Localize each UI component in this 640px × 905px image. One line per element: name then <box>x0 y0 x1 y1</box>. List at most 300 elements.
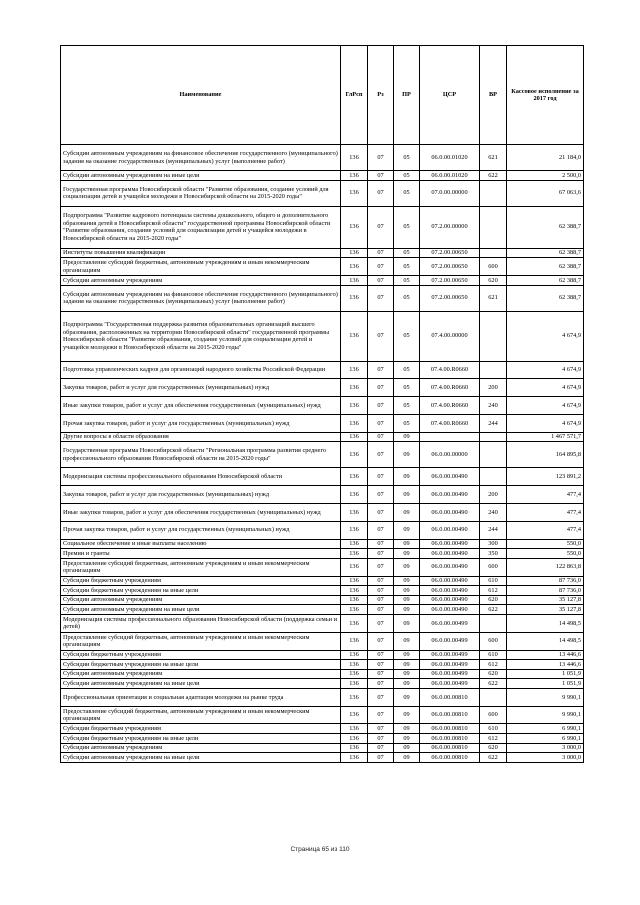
cell-rz: 07 <box>368 285 394 311</box>
cell-rz: 07 <box>368 734 394 744</box>
cell-name: Иные закупки товаров, работ и услуг для обеспечения государственных (муниципальных) нужд <box>61 503 341 521</box>
cell-grbs: 136 <box>341 379 368 397</box>
cell-vr: 244 <box>480 521 507 539</box>
cell-vr: 244 <box>480 414 507 432</box>
table-row <box>61 660 584 670</box>
cell-amount: 1 051,9 <box>507 679 584 689</box>
cell-vr: 350 <box>480 549 507 559</box>
cell-pr: 09 <box>394 576 420 586</box>
cell-grbs: 136 <box>341 486 368 504</box>
table-row <box>61 258 584 276</box>
cell-name: Предоставление субсидий бюджетным, автономным учреждениям и иным некоммерческим организациям <box>61 632 341 650</box>
cell-name: Субсидии автономным учреждениям <box>61 669 341 679</box>
cell-pr: 05 <box>394 414 420 432</box>
cell-csr: 07.2.00.00000 <box>420 206 480 248</box>
table-row <box>61 275 584 285</box>
table-row <box>61 145 584 171</box>
cell-name: Субсидии автономным учреждениям <box>61 595 341 605</box>
cell-name: Закупка товаров, работ и услуг для государственных (муниципальных) нужд <box>61 379 341 397</box>
cell-vr <box>480 361 507 379</box>
cell-vr <box>480 311 507 361</box>
cell-grbs: 136 <box>341 180 368 206</box>
cell-csr: 07.2.00.00650 <box>420 248 480 258</box>
header-csr: ЦСР <box>420 46 480 145</box>
cell-csr <box>420 432 480 442</box>
cell-name: Подготовка управленческих кадров для организаций народного хозяйства Российской Федерации <box>61 361 341 379</box>
cell-name: Субсидии бюджетным учреждениям на иные цели <box>61 734 341 744</box>
cell-name: Субсидии бюджетным учреждениям на иные цели <box>61 660 341 670</box>
cell-grbs: 136 <box>341 660 368 670</box>
cell-amount: 87 736,0 <box>507 576 584 586</box>
cell-pr: 09 <box>394 605 420 615</box>
cell-csr: 06.0.00.01020 <box>420 145 480 171</box>
cell-pr: 09 <box>394 706 420 724</box>
table-row <box>61 734 584 744</box>
cell-rz: 07 <box>368 614 394 632</box>
cell-vr: 610 <box>480 724 507 734</box>
cell-vr: 620 <box>480 595 507 605</box>
cell-grbs: 136 <box>341 171 368 181</box>
cell-grbs: 136 <box>341 397 368 415</box>
cell-name: Субсидии автономным учреждениям на иные цели <box>61 605 341 615</box>
cell-grbs: 136 <box>341 734 368 744</box>
cell-rz: 07 <box>368 605 394 615</box>
cell-pr: 05 <box>394 379 420 397</box>
cell-csr: 07.2.00.00650 <box>420 258 480 276</box>
cell-grbs: 136 <box>341 432 368 442</box>
cell-rz: 07 <box>368 361 394 379</box>
cell-vr: 200 <box>480 486 507 504</box>
cell-rz: 07 <box>368 432 394 442</box>
cell-csr: 06.0.00.00499 <box>420 614 480 632</box>
cell-csr: 06.0.00.00810 <box>420 734 480 744</box>
cell-csr: 07.2.00.00650 <box>420 275 480 285</box>
cell-rz: 07 <box>368 258 394 276</box>
cell-pr: 09 <box>394 468 420 486</box>
table-body <box>61 145 584 763</box>
cell-vr: 600 <box>480 632 507 650</box>
cell-rz: 07 <box>368 275 394 285</box>
cell-vr: 600 <box>480 706 507 724</box>
table-row <box>61 605 584 615</box>
cell-rz: 07 <box>368 576 394 586</box>
cell-pr: 09 <box>394 724 420 734</box>
cell-grbs: 136 <box>341 248 368 258</box>
cell-vr: 612 <box>480 660 507 670</box>
cell-grbs: 136 <box>341 614 368 632</box>
cell-vr <box>480 614 507 632</box>
table-row <box>61 614 584 632</box>
cell-pr: 09 <box>394 442 420 468</box>
cell-grbs: 136 <box>341 650 368 660</box>
cell-grbs: 136 <box>341 558 368 576</box>
table-row <box>61 539 584 549</box>
cell-name: Прочая закупка товаров, работ и услуг для государственных (муниципальных) нужд <box>61 414 341 432</box>
cell-vr: 612 <box>480 586 507 596</box>
table-row <box>61 486 584 504</box>
cell-vr: 620 <box>480 669 507 679</box>
cell-pr: 09 <box>394 688 420 706</box>
cell-vr: 620 <box>480 743 507 753</box>
table-row <box>61 688 584 706</box>
cell-rz: 07 <box>368 595 394 605</box>
cell-csr: 06.0.00.00490 <box>420 595 480 605</box>
cell-amount: 122 863,8 <box>507 558 584 576</box>
cell-rz: 07 <box>368 724 394 734</box>
header-name: Наименование <box>61 46 341 145</box>
cell-csr: 06.0.00.00000 <box>420 442 480 468</box>
cell-vr: 622 <box>480 605 507 615</box>
cell-pr: 09 <box>394 521 420 539</box>
cell-grbs: 136 <box>341 724 368 734</box>
cell-name: Субсидии бюджетным учреждениям на иные цели <box>61 586 341 596</box>
page-number: Страница 65 из 110 <box>290 846 350 853</box>
cell-csr: 06.0.00.00810 <box>420 743 480 753</box>
cell-amount: 87 736,0 <box>507 586 584 596</box>
table-row <box>61 743 584 753</box>
table-row <box>61 669 584 679</box>
cell-amount: 123 891,2 <box>507 468 584 486</box>
cell-name: Субсидии бюджетным учреждениям <box>61 650 341 660</box>
cell-name: Закупка товаров, работ и услуг для государственных (муниципальных) нужд <box>61 486 341 504</box>
cell-rz: 07 <box>368 688 394 706</box>
cell-name: Социальное обеспечение и иные выплаты населению <box>61 539 341 549</box>
cell-name: Субсидии автономным учреждениям <box>61 275 341 285</box>
header-pr: ПР <box>394 46 420 145</box>
cell-pr: 05 <box>394 180 420 206</box>
cell-pr: 05 <box>394 285 420 311</box>
cell-csr: 06.0.00.00810 <box>420 724 480 734</box>
cell-pr: 05 <box>394 248 420 258</box>
cell-amount: 1 051,9 <box>507 669 584 679</box>
table-row <box>61 171 584 181</box>
cell-vr: 610 <box>480 650 507 660</box>
cell-csr: 07.4.00.R0660 <box>420 414 480 432</box>
cell-name: Предоставление субсидий бюджетным, автономным учреждениям и иным некоммерческим организациям <box>61 706 341 724</box>
cell-rz: 07 <box>368 145 394 171</box>
cell-rz: 07 <box>368 679 394 689</box>
cell-grbs: 136 <box>341 361 368 379</box>
cell-rz: 07 <box>368 503 394 521</box>
cell-grbs: 136 <box>341 679 368 689</box>
cell-pr: 09 <box>394 669 420 679</box>
table-row <box>61 442 584 468</box>
cell-grbs: 136 <box>341 442 368 468</box>
cell-amount: 4 674,9 <box>507 361 584 379</box>
cell-vr: 621 <box>480 145 507 171</box>
cell-csr: 06.0.00.00490 <box>420 586 480 596</box>
cell-amount: 4 674,9 <box>507 397 584 415</box>
cell-pr: 09 <box>394 632 420 650</box>
cell-pr: 09 <box>394 743 420 753</box>
cell-amount: 4 674,9 <box>507 311 584 361</box>
table-row <box>61 206 584 248</box>
cell-name: Предоставление субсидий бюджетным, автономным учреждениям и иным некоммерческим организациям <box>61 258 341 276</box>
header-amount: Кассовое исполнение за 2017 год <box>507 46 584 145</box>
table-row <box>61 549 584 559</box>
cell-amount: 62 388,7 <box>507 285 584 311</box>
cell-csr: 06.0.00.00499 <box>420 669 480 679</box>
cell-grbs: 136 <box>341 669 368 679</box>
cell-name: Субсидии автономным учреждениям <box>61 743 341 753</box>
table-row <box>61 414 584 432</box>
cell-amount: 477,4 <box>507 486 584 504</box>
header-grbs: ГлРсп <box>341 46 368 145</box>
cell-csr: 07.4.00.00000 <box>420 311 480 361</box>
cell-amount: 6 990,1 <box>507 734 584 744</box>
cell-name: Профессиональная ориентация и социальная адаптация молодежи на рынке труда <box>61 688 341 706</box>
cell-vr <box>480 468 507 486</box>
cell-grbs: 136 <box>341 285 368 311</box>
cell-rz: 07 <box>368 558 394 576</box>
cell-amount: 164 895,8 <box>507 442 584 468</box>
table-row <box>61 311 584 361</box>
cell-rz: 07 <box>368 632 394 650</box>
cell-name: Предоставление субсидий бюджетным, автономным учреждениям и иным некоммерческим организациям <box>61 558 341 576</box>
cell-name: Иные закупки товаров, работ и услуг для обеспечения государственных (муниципальных) нужд <box>61 397 341 415</box>
cell-grbs: 136 <box>341 258 368 276</box>
cell-vr: 612 <box>480 734 507 744</box>
cell-rz: 07 <box>368 379 394 397</box>
cell-rz: 07 <box>368 171 394 181</box>
cell-vr <box>480 248 507 258</box>
cell-csr: 06.0.00.00810 <box>420 706 480 724</box>
cell-csr: 06.0.00.00810 <box>420 753 480 763</box>
cell-grbs: 136 <box>341 632 368 650</box>
cell-pr: 09 <box>394 432 420 442</box>
cell-vr <box>480 206 507 248</box>
cell-csr: 07.4.00.R0660 <box>420 361 480 379</box>
table-row <box>61 180 584 206</box>
header-row <box>61 46 584 145</box>
table-row <box>61 361 584 379</box>
cell-name: Субсидии автономным учреждениям на финансовое обеспечение государственного (муниципального) задания на оказание государственных (муниципальных) услуг (выполнение работ) <box>61 285 341 311</box>
cell-csr: 06.0.00.00810 <box>420 688 480 706</box>
cell-csr: 06.0.00.00490 <box>420 468 480 486</box>
cell-rz: 07 <box>368 706 394 724</box>
cell-vr: 600 <box>480 558 507 576</box>
cell-rz: 07 <box>368 539 394 549</box>
cell-vr <box>480 442 507 468</box>
cell-csr: 06.0.00.00490 <box>420 576 480 586</box>
cell-rz: 07 <box>368 521 394 539</box>
cell-pr: 09 <box>394 734 420 744</box>
cell-vr: 200 <box>480 379 507 397</box>
cell-pr: 05 <box>394 145 420 171</box>
cell-name: Модернизация системы профессионального образования Новосибирской области <box>61 468 341 486</box>
cell-amount: 477,4 <box>507 503 584 521</box>
cell-grbs: 136 <box>341 753 368 763</box>
cell-pr: 09 <box>394 650 420 660</box>
cell-vr: 621 <box>480 285 507 311</box>
cell-pr: 09 <box>394 595 420 605</box>
cell-amount: 9 990,1 <box>507 688 584 706</box>
cell-pr: 09 <box>394 679 420 689</box>
cell-amount: 3 000,0 <box>507 753 584 763</box>
cell-rz: 07 <box>368 650 394 660</box>
cell-rz: 07 <box>368 743 394 753</box>
cell-csr: 07.4.00.R0660 <box>420 379 480 397</box>
cell-csr: 06.0.00.00490 <box>420 503 480 521</box>
cell-grbs: 136 <box>341 275 368 285</box>
table-row <box>61 586 584 596</box>
cell-rz: 07 <box>368 248 394 258</box>
cell-csr: 06.0.00.01020 <box>420 171 480 181</box>
cell-grbs: 136 <box>341 206 368 248</box>
cell-amount: 62 388,7 <box>507 275 584 285</box>
table-row <box>61 650 584 660</box>
cell-amount: 3 000,0 <box>507 743 584 753</box>
cell-grbs: 136 <box>341 521 368 539</box>
table-row <box>61 285 584 311</box>
cell-rz: 07 <box>368 753 394 763</box>
cell-name: Государственная программа Новосибирской области "Развитие образования, создание условий для социализации детей и учащейся молодежи в Новосибирской области на 2015-2020 годы" <box>61 180 341 206</box>
cell-rz: 07 <box>368 486 394 504</box>
cell-amount: 62 388,7 <box>507 206 584 248</box>
cell-grbs: 136 <box>341 595 368 605</box>
cell-rz: 07 <box>368 180 394 206</box>
cell-csr: 06.0.00.00499 <box>420 660 480 670</box>
cell-name: Субсидии автономным учреждениям на иные цели <box>61 753 341 763</box>
cell-name: Модернизация системы профессионального образования Новосибирской области (поддержка семьи и детей) <box>61 614 341 632</box>
table-row <box>61 503 584 521</box>
cell-rz: 07 <box>368 206 394 248</box>
table-row <box>61 379 584 397</box>
cell-amount: 14 498,5 <box>507 632 584 650</box>
table-row <box>61 679 584 689</box>
cell-csr: 06.0.00.00490 <box>420 539 480 549</box>
cell-rz: 07 <box>368 669 394 679</box>
table-row <box>61 248 584 258</box>
cell-name: Другие вопросы в области образования <box>61 432 341 442</box>
cell-vr: 600 <box>480 258 507 276</box>
cell-name: Государственная программа Новосибирской области "Региональная программа развития среднего профессионального образования Новосибирской области на 2015-2020 годы" <box>61 442 341 468</box>
cell-grbs: 136 <box>341 414 368 432</box>
cell-grbs: 136 <box>341 576 368 586</box>
cell-grbs: 136 <box>341 145 368 171</box>
cell-amount: 14 498,5 <box>507 614 584 632</box>
cell-amount: 62 388,7 <box>507 258 584 276</box>
cell-name: Прочая закупка товаров, работ и услуг для государственных (муниципальных) нужд <box>61 521 341 539</box>
cell-amount: 13 446,6 <box>507 650 584 660</box>
table-row <box>61 706 584 724</box>
cell-name: Субсидии бюджетным учреждениям <box>61 724 341 734</box>
cell-vr: 622 <box>480 171 507 181</box>
cell-amount: 6 990,1 <box>507 724 584 734</box>
cell-name: Подпрограмма "Государственная поддержка развития образовательных организаций высшего образования, расположенных на территории Новосибирской области" государственной программы Новосибирской области "Развитие образования, создание условий для социализации детей и учащейся молодежи в Новосибирской области на 2015-2020 годы" <box>61 311 341 361</box>
cell-amount: 62 388,7 <box>507 248 584 258</box>
cell-csr: 06.0.00.00490 <box>420 521 480 539</box>
cell-name: Институты повышения квалификации <box>61 248 341 258</box>
cell-amount: 67 063,6 <box>507 180 584 206</box>
table-row <box>61 632 584 650</box>
cell-grbs: 136 <box>341 503 368 521</box>
table-row <box>61 521 584 539</box>
cell-vr: 240 <box>480 503 507 521</box>
cell-amount: 4 674,9 <box>507 379 584 397</box>
cell-rz: 07 <box>368 468 394 486</box>
cell-vr: 240 <box>480 397 507 415</box>
cell-csr: 07.4.00.R0660 <box>420 397 480 415</box>
cell-amount: 550,0 <box>507 549 584 559</box>
cell-rz: 07 <box>368 586 394 596</box>
cell-grbs: 136 <box>341 468 368 486</box>
cell-rz: 07 <box>368 414 394 432</box>
cell-pr: 05 <box>394 258 420 276</box>
cell-amount: 9 990,1 <box>507 706 584 724</box>
cell-vr: 620 <box>480 275 507 285</box>
table-row <box>61 753 584 763</box>
cell-grbs: 136 <box>341 586 368 596</box>
cell-csr: 07.0.00.00000 <box>420 180 480 206</box>
cell-rz: 07 <box>368 549 394 559</box>
cell-pr: 05 <box>394 275 420 285</box>
cell-amount: 1 467 571,7 <box>507 432 584 442</box>
cell-vr: 622 <box>480 679 507 689</box>
cell-pr: 05 <box>394 397 420 415</box>
cell-name: Субсидии автономным учреждениям на иные цели <box>61 171 341 181</box>
cell-csr: 06.0.00.00490 <box>420 549 480 559</box>
cell-name: Премии и гранты <box>61 549 341 559</box>
cell-pr: 09 <box>394 549 420 559</box>
cell-grbs: 136 <box>341 311 368 361</box>
cell-amount: 2 500,0 <box>507 171 584 181</box>
table-row <box>61 724 584 734</box>
cell-amount: 550,0 <box>507 539 584 549</box>
cell-amount: 477,4 <box>507 521 584 539</box>
cell-grbs: 136 <box>341 743 368 753</box>
cell-csr: 06.0.00.00490 <box>420 605 480 615</box>
cell-grbs: 136 <box>341 688 368 706</box>
cell-pr: 09 <box>394 539 420 549</box>
cell-pr: 09 <box>394 614 420 632</box>
cell-grbs: 136 <box>341 539 368 549</box>
cell-vr <box>480 432 507 442</box>
header-rz: Рз <box>368 46 394 145</box>
cell-csr: 06.0.00.00490 <box>420 558 480 576</box>
cell-rz: 07 <box>368 442 394 468</box>
cell-grbs: 136 <box>341 706 368 724</box>
cell-amount: 13 446,6 <box>507 660 584 670</box>
cell-pr: 09 <box>394 558 420 576</box>
cell-csr: 06.0.00.00499 <box>420 679 480 689</box>
cell-name: Подпрограмма "Развитие кадрового потенциала системы дошкольного, общего и дополнительного образования детей в Новосибирской области" государственной программы Новосибирской области "Развитие образования, создание условий для социализации детей и учащейся молодежи в Новосибирской области на 2015-2020 годы" <box>61 206 341 248</box>
cell-grbs: 136 <box>341 605 368 615</box>
cell-amount: 4 674,9 <box>507 414 584 432</box>
table-row <box>61 576 584 586</box>
table-row <box>61 595 584 605</box>
cell-csr: 06.0.00.00490 <box>420 486 480 504</box>
cell-name: Субсидии автономным учреждениям на иные цели <box>61 679 341 689</box>
header-vr: ВР <box>480 46 507 145</box>
cell-rz: 07 <box>368 397 394 415</box>
cell-pr: 05 <box>394 361 420 379</box>
cell-pr: 09 <box>394 503 420 521</box>
cell-pr: 09 <box>394 753 420 763</box>
table-row <box>61 432 584 442</box>
cell-pr: 05 <box>394 206 420 248</box>
cell-amount: 21 184,0 <box>507 145 584 171</box>
cell-csr: 06.0.00.00499 <box>420 650 480 660</box>
cell-vr <box>480 180 507 206</box>
cell-pr: 09 <box>394 586 420 596</box>
cell-rz: 07 <box>368 311 394 361</box>
cell-pr: 09 <box>394 660 420 670</box>
cell-vr: 610 <box>480 576 507 586</box>
cell-amount: 35 127,8 <box>507 605 584 615</box>
cell-name: Субсидии автономным учреждениям на финансовое обеспечение государственного (муниципального) задания на оказание государственных (муниципальных) услуг (выполнение работ) <box>61 145 341 171</box>
cell-pr: 05 <box>394 171 420 181</box>
